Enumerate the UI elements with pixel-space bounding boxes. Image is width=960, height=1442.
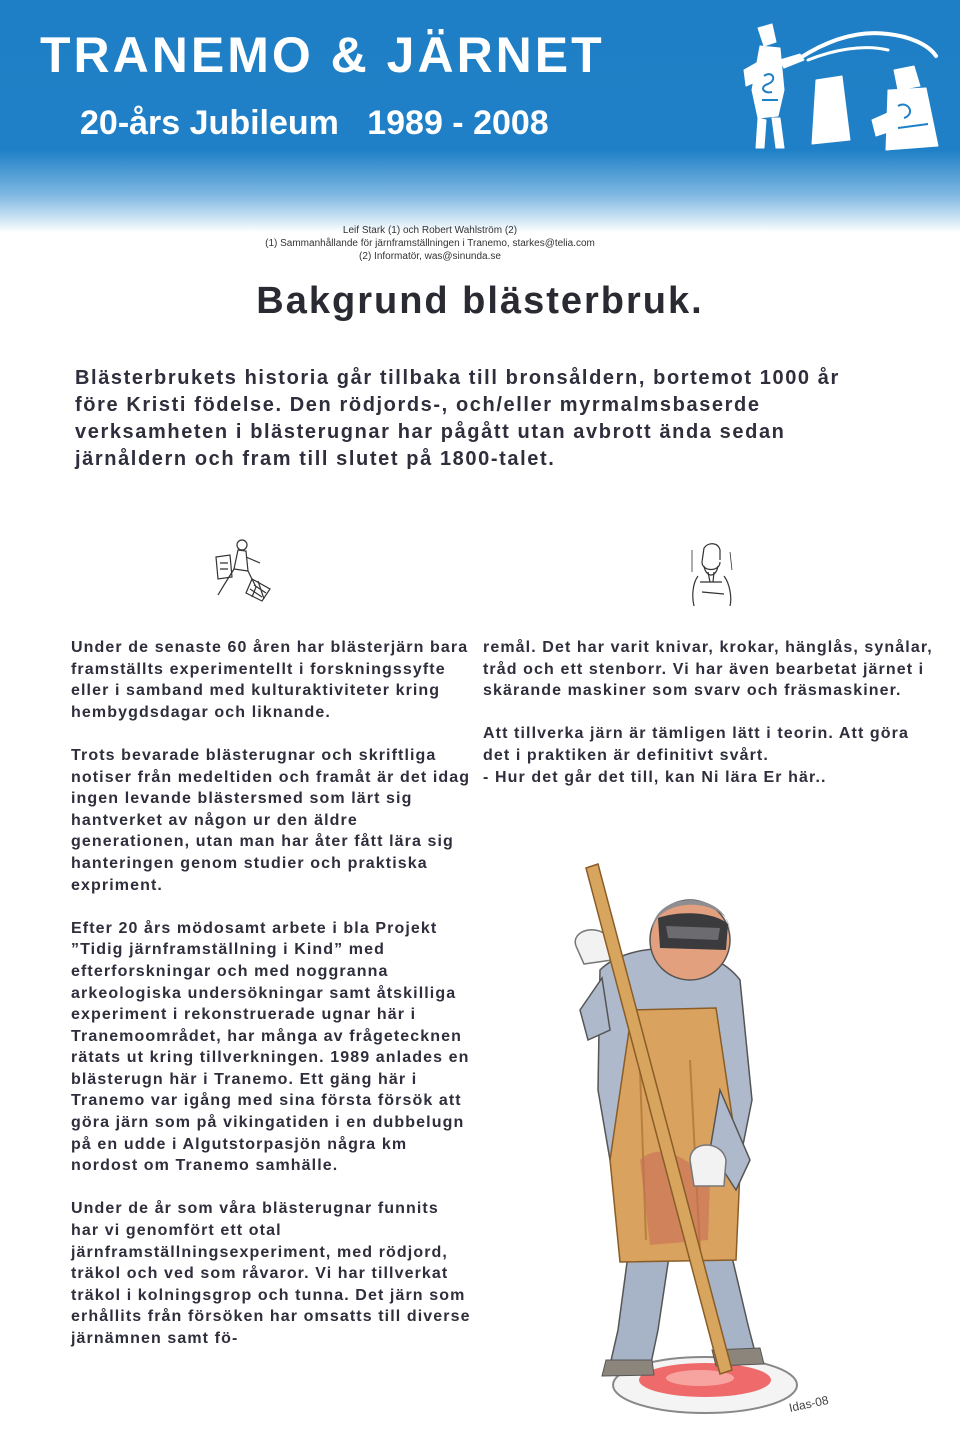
author-info (0, 224, 860, 263)
author-affiliation-2: (2) Informatör, was@sinunda.se (359, 251, 501, 262)
sitting-smith-sketch (212, 535, 274, 603)
paragraph-project: Efter 20 års mödosamt arbete i bla Projekt ”Tidig järnframställning i Kind” med efterforskningar och med noggranna arkeologiska undersökningar samt åtskilliga experiment i rekonstruerade ugnar här i Tranemoområdet, har många av frågetecknen rätats ut kring tillverkningen. 1989 anlades en blästerugn här i Tranemo. Ett gäng här i Tranemo var igång med sina första försök att göra järn som på vikingatiden i en dubbelugn på en udde i Algutstorpasjön några km nordost om Tranemo samhälle. (71, 919, 470, 1175)
author-names: Leif Stark (1) och Robert Wahlström (2) (342, 225, 518, 236)
paragraph-experiments: Under de senaste 60 åren har blästerjärn bara framställts experimentellt i forskningssyfte eller i samband med kulturaktiviteter kring hembygdsdagar och liknande. (71, 639, 469, 721)
paragraph-tradition: Trots bevarade blästerugnar och skriftliga notiser från medeltiden och framåt är det idag ingen levande blästersmed som lärt sig hantverket av någon ur den äldre generationen, utan man har åter fått lära sig hanteringen genom studier och praktiska expriment. (71, 746, 471, 894)
bearded-man-sketch (686, 542, 738, 606)
paragraph-objects: remål. Det har varit knivar, krokar, hänglås, synålar, tråd och ett stenborr. Vi har även bearbetat järnet i skärande maskiner som svarv och fräsmaskiner. (483, 639, 933, 700)
section-heading: Bakgrund blästerbruk. (256, 280, 704, 322)
author-affiliation-1: (1) Sammanhållande för järnframställningen i Tranemo, starkes@telia.com (265, 238, 595, 249)
column-right (483, 637, 933, 810)
artist-signature: Idas-08 (787, 1392, 830, 1415)
paragraph-production: Under de år som våra blästerugnar funnits har vi genomfört ett otal järnframställningsexperiment, med rödjord, träkol och ved som råvaror. Vi har tillverkat träkol i kolningsgrop och tunna. Det järn som erhållits från försöken har omsatts till diverse järnämnen samt fö- (71, 1200, 471, 1347)
paragraph-theory: Att tillverka järn är tämligen lätt i teorin. Att göra det i praktiken är definitivt svårt. - Hur det går det till, kan Ni lära Er här.. (483, 725, 909, 786)
page-title: TRANEMO & JÄRNET (40, 27, 605, 83)
jubilee-subtitle: 20-års Jubileum 1989 - 2008 (80, 104, 549, 142)
smiths-logo-icon (738, 20, 943, 160)
column-left (71, 637, 471, 1371)
intro-paragraph: Blästerbrukets historia går tillbaka till bronsåldern, bortemot 1000 år före Kristi födelse. Den rödjords-, och/eller myrmalmsbaserde verksamheten i blästerugnar har pågått utan avbrott ända sedan järnåldern och fram till slutet på 1800-talet. (75, 367, 840, 470)
header-banner (0, 0, 960, 232)
blacksmith-illustration (540, 860, 860, 1420)
